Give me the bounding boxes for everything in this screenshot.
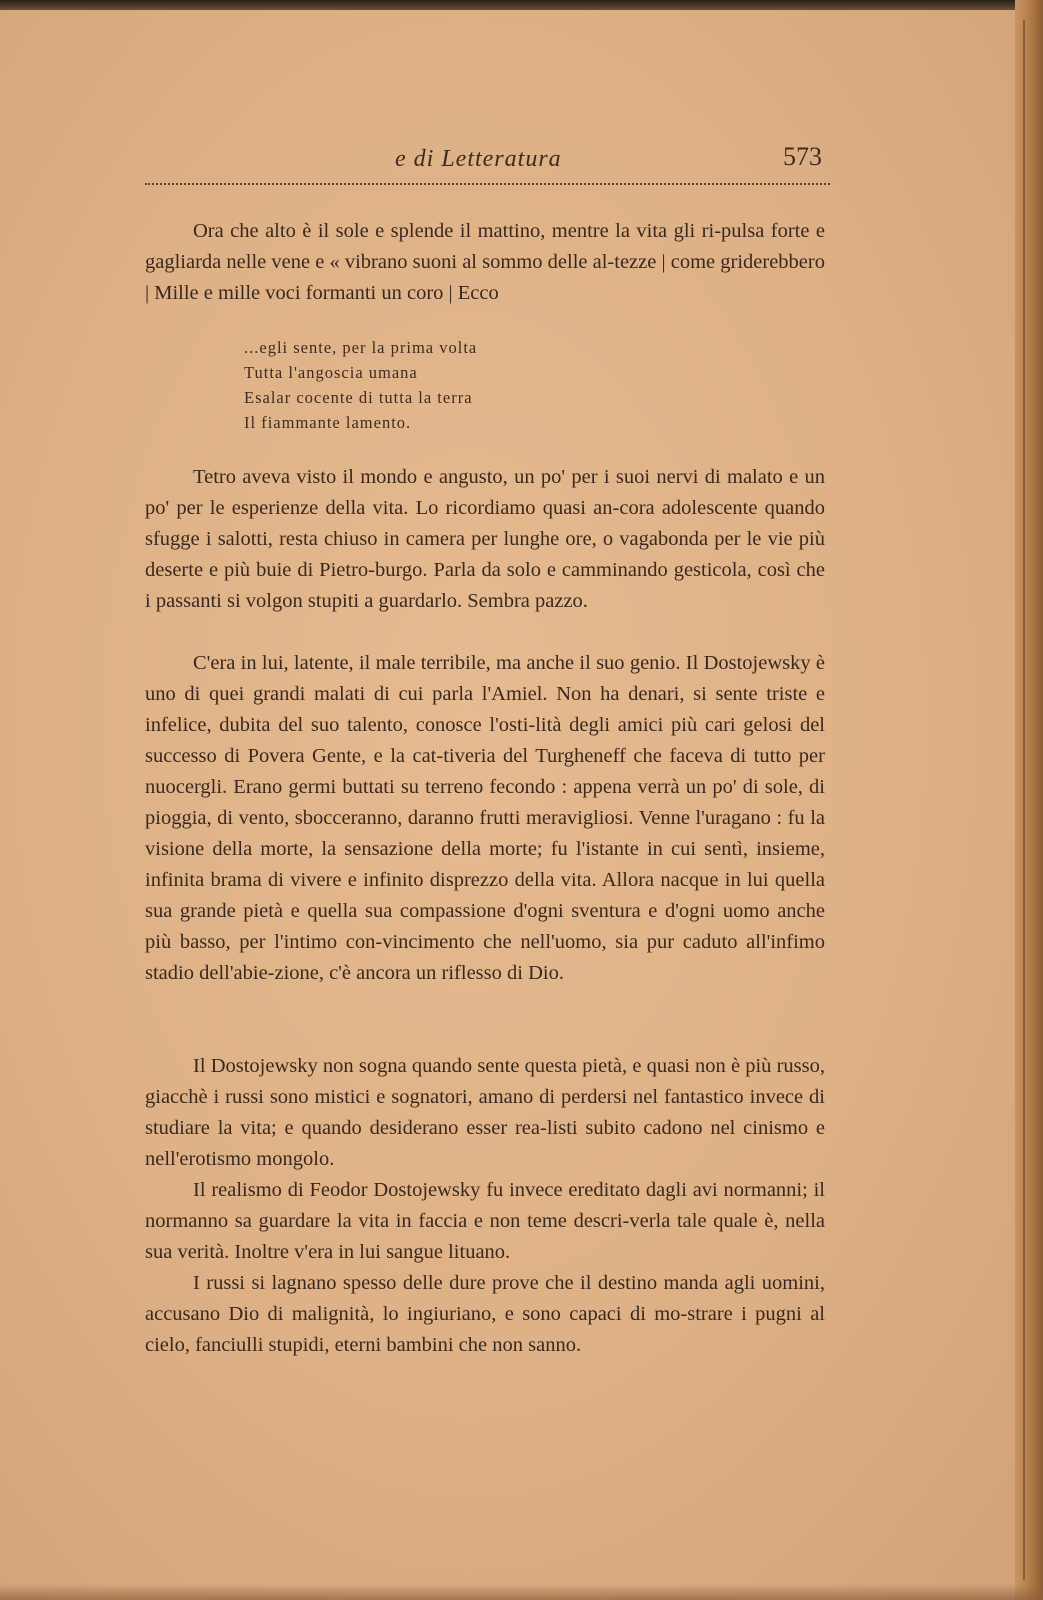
paragraph-6: I russi si lagnano spesso delle dure prove che il destino manda agli uomini, accusano Dio di malignità, lo ingiuriano, e sono capaci di mo-strare i pugni al cielo, fanciulli stupidi, eterni bambini che non sanno.	[145, 1272, 825, 1356]
page-right-edge	[1015, 0, 1043, 1600]
page-bottom-edge	[0, 1584, 1043, 1600]
page-edge-line	[1023, 20, 1025, 1580]
verse-line: ...egli sente, per la prima volta	[244, 338, 478, 357]
paragraph-1: Ora che alto è il sole e splende il mattino, mentre la vita gli ri-pulsa forte e gagliarda nelle vene e « vibrano suoni al sommo delle al-tezze | come griderebbero | Mille e mille voci formanti un coro | Ecco	[145, 220, 825, 304]
verse-line: Il fiammante lamento.	[244, 413, 412, 432]
verse-line: Esalar cocente di tutta la terra	[244, 388, 473, 407]
paragraph-5: Il realismo di Feodor Dostojewsky fu invece ereditato dagli avi normanni; il normanno sa guardare la vita in faccia e non teme descri-verla tale quale è, nella sua verità. Inoltre v'era in lui sangue lituano.	[145, 1179, 825, 1263]
paragraph-4: Il Dostojewsky non sogna quando sente questa pietà, e quasi non è più russo, giacchè i russi sono mistici e sognatori, amano di perdersi nel fantastico invece di studiare la vita; e quando desiderano esser rea-listi subito cadono nel cinismo e nell'erotismo mongolo.	[145, 1055, 825, 1170]
verse-quote	[244, 335, 477, 435]
running-head	[145, 140, 830, 180]
scan-top-edge	[0, 0, 1043, 10]
verse-line: Tutta l'angoscia umana	[244, 363, 418, 382]
page-number: 573	[783, 142, 822, 171]
paragraph-2: Tetro aveva visto il mondo e angusto, un po' per i suoi nervi di malato e un po' per le esperienze della vita. Lo ricordiamo quasi an-cora adolescente quando sfugge i salotti, resta chiuso in camera per lunghe ore, o vagabonda per le vie più deserte e più buie di Pietro-burgo. Parla da solo e camminando gesticola, così che i passanti si volgon stupiti a guardarlo. Sembra pazzo.	[145, 466, 825, 612]
running-head-title: e di Letteratura	[395, 146, 562, 172]
paragraph-3: C'era in lui, latente, il male terribile, ma anche il suo genio. Il Dostojewsky è uno di quei grandi malati di cui parla l'Amiel. Non ha denari, si sente triste e infelice, dubita del suo talento, conosce l'osti-lità degli amici più cari gelosi del successo di Povera Gente, e la cat-tiveria del Turgheneff che faceva di tutto per nuocergli. Erano germi buttati su terreno fecondo : appena verrà un po' di sole, di pioggia, di vento, sbocceranno, daranno frutti meravigliosi. Venne l'uragano : fu la visione della morte, la sensazione della morte; fu l'istante in cui sentì, insieme, infinita brama di vivere e infinito disprezzo della vita. Allora nacque in lui quella sua grande pietà e quella sua compassione d'ogni sventura e d'ogni uomo anche più basso, per l'intimo con-vincimento che nell'uomo, sia pur caduto all'infimo stadio dell'abie-zione, c'è ancora un riflesso di Dio.	[145, 652, 825, 984]
dotted-rule	[145, 183, 830, 185]
